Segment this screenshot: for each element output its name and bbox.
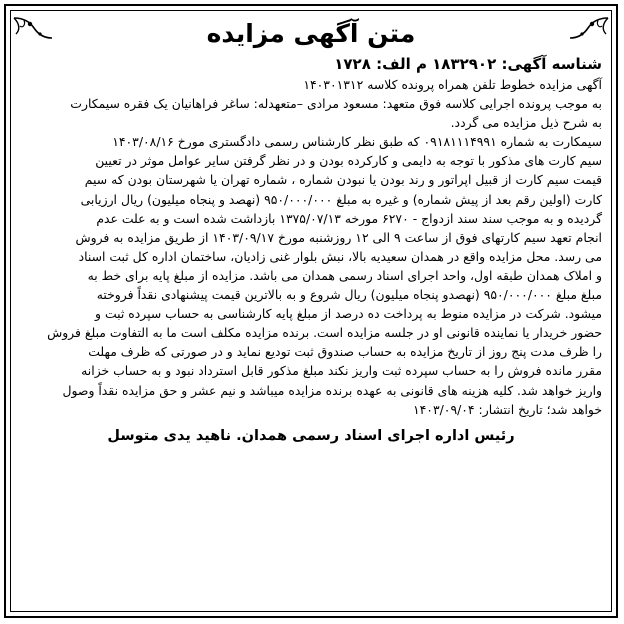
text-line: کارت (اولین رقم بعد از پیش شماره) و غیره به مبلغ ۹۵۰/۰۰۰/۰۰۰ (نهصد و پنجاه میلیون) ریال ارزیابی — [80, 191, 602, 207]
notice-text — [20, 75, 602, 419]
text-line: را ظرف مدت پنج روز از تاریخ مزایده به حساب صندوق ثبت تودیع نماید و در صورتی که ظرف مهلت — [88, 344, 602, 360]
signature: رئیس اداره اجرای اسناد رسمی همدان. ناهید یدی متوسل — [107, 427, 515, 444]
text-line: می رسد. محل مزایده واقع در همدان سعیدیه بالا، نبش بلوار غنی زادیان، ساختمان اداره کل ثبت اسناد — [78, 248, 602, 264]
ad-number: شناسه آگهی: ۱۸۳۲۹۰۲ م الف: ۱۷۲۸ — [334, 55, 602, 73]
text-line: حضور خریدار یا نماینده قانونی او در جلسه مزایده است. برنده مزایده مکلف است ما به التفاوت مبلغ فروش — [47, 325, 602, 341]
text-line: مبلغ مبلغ ۹۵۰/۰۰۰/۰۰۰ (نهصدو پنجاه میلیون) ریال شروع و به بالاترین قیمت پیشنهادی نقداً فروخته — [96, 287, 602, 303]
text-line: سیم کارت های مذکور با توجه به دایمی و کارکرده بودن و در نظر گرفتن سایر عوامل موثر در تعیین — [95, 153, 602, 169]
text-line: قیمت سیم کارت از قبیل اپراتور و رند بودن یا نبودن شماره ، شماره تهران یا شهرستان بودن که سیم — [84, 172, 602, 188]
text-line: گردیده و به موجب سند سند ازدواج - ۶۲۷۰ مورخه ۱۳۷۵/۰۷/۱۳ بازداشت شده است و به علت عدم — [96, 210, 602, 226]
text-line: انجام تعهد سیم کارتهای فوق از ساعت ۹ الی ۱۲ روزشنبه مورخ ۱۴۰۳/۰۹/۱۷ از طریق مزایده به فروش — [75, 229, 602, 245]
text-line: سیمکارت به شماره ۰۹۱۸۱۱۱۴۹۹۱ که طبق نظر کارشناس رسمی دادگستری مورخ ۱۴۰۳/۰۸/۱۶ — [112, 134, 602, 150]
text-line: به شرح ذیل مزایده می گردد. — [450, 115, 602, 131]
text-line: خواهد شد؛ تاریخ انتشار: ۱۴۰۳/۰۹/۰۴ — [413, 401, 602, 417]
notice-title: متن آگهی مزایده — [206, 19, 416, 48]
notice-body — [10, 10, 612, 612]
text-line: و املاک همدان طبقه اول، واحد اجرای اسناد رسمی همدان می باشد. مزایده از مبلغ پایه برای خط به — [87, 267, 602, 283]
text-line: واریز خواهد شد. کلیه هزینه های قانونی به عهده برنده مزایده میباشد و نیم عشر و حق مزایده نقداً وصول — [62, 382, 602, 398]
text-line: به موجب پرونده اجرایی کلاسه فوق متعهد: مسعود مرادی –متعهدله: ساغر فراهانیان یک فقره سیمکارت — [70, 96, 602, 112]
text-line: مقرر مانده فروش را به حساب سپرده ثبت واریز نکند مبلغ مذکور قابل استرداد نبود و به حساب خزانه — [81, 363, 602, 379]
text-line: آگهی مزایده خطوط تلفن همراه پرونده کلاسه ۱۴۰۳۰۱۳۱۲ — [303, 77, 602, 92]
notice-frame — [4, 4, 618, 618]
text-line: میشود. شرکت در مزایده منوط به پرداخت ده درصد از مبلغ پایه کارشناسی به حساب سپرده ثبت و — [95, 306, 602, 322]
